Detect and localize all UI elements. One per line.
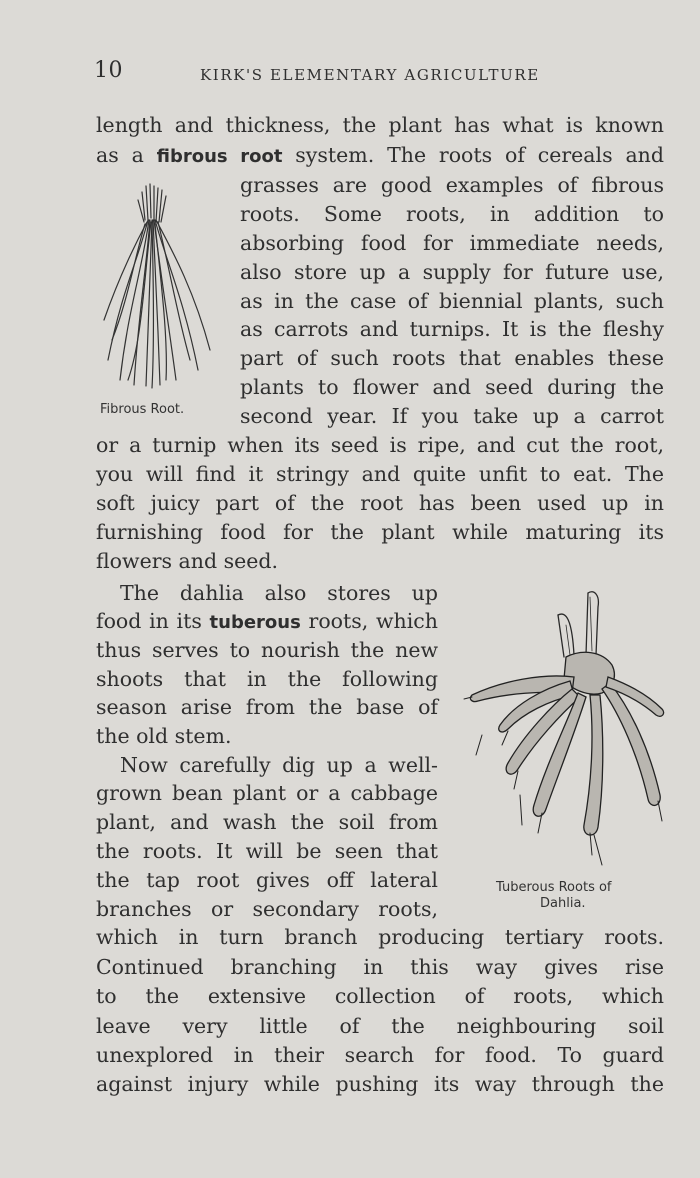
text-line: part of such roots that enables these xyxy=(240,346,664,370)
text-line: as a fibrous root system. The roots of cereals and xyxy=(96,143,664,167)
text-line: flowers and seed. xyxy=(96,549,279,573)
text-line: length and thickness, the plant has what is known xyxy=(96,113,664,137)
text-line: food in its tuberous roots, which xyxy=(96,609,438,633)
text-line: you will find it stringy and quite unfit to eat. The xyxy=(96,462,664,486)
text-line: plants to flower and seed during the xyxy=(240,375,664,399)
text-line: unexplored in their search for food. To guard xyxy=(96,1043,664,1067)
text-line: also store up a supply for future use, xyxy=(240,260,664,284)
text-line: season arise from the base of xyxy=(96,695,438,719)
text-line: as in the case of biennial plants, such xyxy=(240,289,664,313)
text-line: to the extensive collection of roots, which xyxy=(96,984,664,1008)
text-line: Continued branching in this way gives rise xyxy=(96,955,664,979)
text-line: which in turn branch producing tertiary roots. xyxy=(96,925,664,949)
term-fibrous-root: fibrous root xyxy=(156,146,283,167)
text-line: against injury while pushing its way through the xyxy=(96,1072,664,1096)
fibrous-root-illustration xyxy=(98,180,218,390)
text-line: roots. Some roots, in addition to xyxy=(240,202,664,226)
text-line: second year. If you take up a carrot xyxy=(240,404,664,428)
term-tuberous: tuberous xyxy=(209,612,301,633)
text-line: soft juicy part of the root has been used up in xyxy=(96,491,664,515)
text-line: the roots. It will be seen that xyxy=(96,839,438,863)
text-line: plant, and wash the soil from xyxy=(96,810,438,834)
text-line: absorbing food for immediate needs, xyxy=(240,231,664,255)
text-line: branches or secondary roots, xyxy=(96,897,438,921)
text-line: thus serves to nourish the new xyxy=(96,638,438,662)
fibrous-root-caption: Fibrous Root. xyxy=(100,402,185,417)
running-title: KIRK'S ELEMENTARY AGRICULTURE xyxy=(200,66,540,84)
dahlia-roots-illustration xyxy=(462,585,667,870)
page-number: 10 xyxy=(94,58,123,83)
text-line: The dahlia also stores up xyxy=(120,581,438,605)
text-line: the old stem. xyxy=(96,724,232,748)
text-line: leave very little of the neighbouring soil xyxy=(96,1014,664,1038)
text-line: Now carefully dig up a well- xyxy=(120,753,438,777)
text-line: grown bean plant or a cabbage xyxy=(96,781,438,805)
dahlia-caption-line-2: Dahlia. xyxy=(540,896,586,911)
text-line: the tap root gives off lateral xyxy=(96,868,438,892)
text-line: grasses are good examples of fibrous xyxy=(240,173,664,197)
text-line: shoots that in the following xyxy=(96,667,438,691)
text-line: or a turnip when its seed is ripe, and cut the root, xyxy=(96,433,664,457)
text-line: furnishing food for the plant while maturing its xyxy=(96,520,664,544)
text-line: as carrots and turnips. It is the fleshy xyxy=(240,317,664,341)
dahlia-caption-line-1: Tuberous Roots of xyxy=(496,880,612,895)
